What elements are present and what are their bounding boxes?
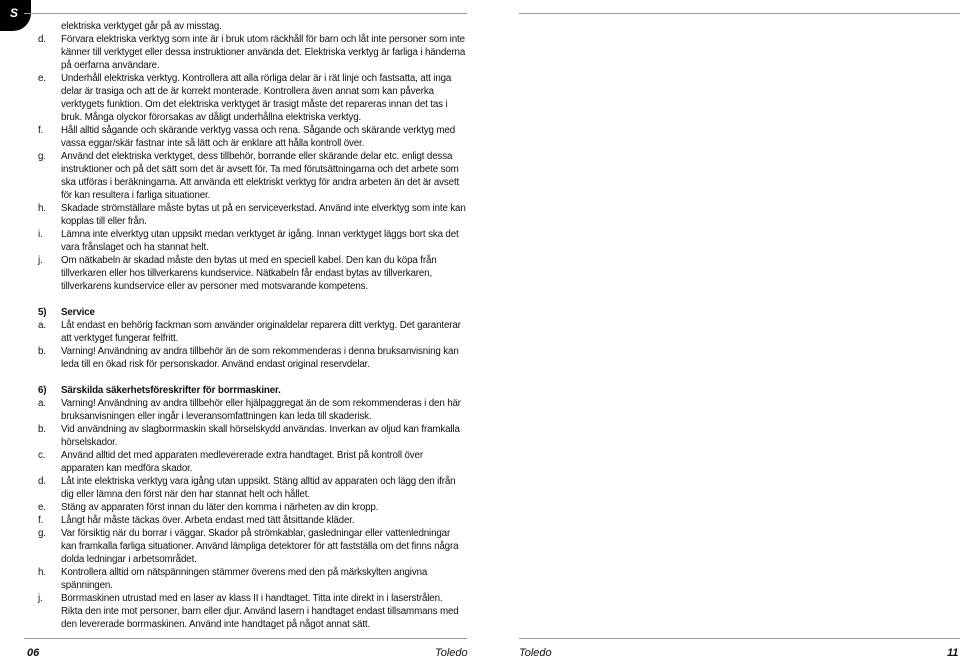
list-item: g. Var försiktig när du borrar i väggar. Skador på strömkablar, gasledningar eller vattenledningar kan framkalla farliga situationer. Använd lämpliga detektorer för att fastställa om det finns några dolda ledningar i arbetsområdet.	[38, 528, 459, 565]
section-tab	[0, 0, 31, 31]
brand-left: Toledo	[435, 647, 468, 659]
left-column	[38, 20, 466, 631]
footer-rule-left	[24, 638, 467, 639]
header-rule-left	[24, 13, 467, 14]
page-number-left: 06	[27, 647, 40, 659]
list-item: b. Varning! Användning av andra tillbehör än de som rekommenderas i denna bruksanvisning kan leda till en ökad risk för personskador. Använd endast original reservdelar.	[38, 346, 459, 370]
section-tab-letter: S	[10, 6, 19, 20]
list-item: a. Varning! Användning av andra tillbehör eller hjälpaggregat än de som rekommenderas i den här bruksanvisningen eller ingår i leveransomfattningen kan leda till skaderisk.	[38, 398, 461, 422]
list-item: i. Lämna inte elverktyg utan uppsikt medan verktyget är igång. Innan verktyget läggs bort ska det vara frånslaget och ha stannat helt.	[38, 229, 459, 253]
list-item: g. Använd det elektriska verktyget, dess tillbehör, borrande eller skärande delar etc. enligt dessa instruktioner och på det sätt som det är avsett för. Ta med förutsättningarna och det arbete som ska utföras i beräkningarna. Att använda ett elektriskt verktyg för andra arbeten än det är avsett för kan resultera i farliga situationer.	[38, 151, 460, 201]
list-item: j. Borrmaskinen utrustad med en laser av klass II i handtaget. Titta inte direkt in i laserstrålen. Rikta den inte mot personer, barn eller djur. Använd lasern i handtaget endast tillsammans med den levererade borrmaskinen. Använd inte handtaget på något annat sätt.	[38, 593, 459, 630]
list-item: j. Om nätkabeln är skadad måste den bytas ut med en speciell kabel. Den kan du köpa från tillverkaren eller hos tillverkarens kundservice. Nätkabeln får endast bytas av tillverkaren, tillverkarens kundservice eller av personer med motsvarande kompetens.	[38, 255, 437, 292]
list-item: f. Håll alltid sågande och skärande verktyg vassa och rena. Sågande och skärande verktyg med vassa eggar/skär fastnar inte så lätt och är enklare att hålla kontroll över.	[38, 125, 456, 149]
intro-line: elektriska verktyget går på av misstag.	[61, 21, 222, 32]
brand-right: Toledo	[519, 647, 552, 659]
section-heading: 5) Service	[38, 307, 95, 318]
page-number-right: 11	[947, 647, 959, 659]
list-item: h. Kontrollera alltid om nätspänningen stämmer överens med den på märkskylten angivna spänningen.	[38, 567, 428, 591]
list-item: d. Låt inte elektriska verktyg vara igång utan uppsikt. Stäng alltid av apparaten och lägg den ifrån dig eller lämna den först när den har stannat helt och hållet.	[38, 476, 456, 500]
list-item: a. Låt endast en behörig fackman som använder originaldelar reparera ditt verktyg. Det garanterar att verktyget fungerar felfritt.	[38, 320, 461, 344]
section-heading: 6) Särskilda säkerhetsföreskrifter för borrmaskiner.	[38, 385, 281, 396]
list-item: d. Förvara elektriska verktyg som inte är i bruk utom räckhåll för barn och låt inte personer som inte känner till verktyget eller dessa instruktioner använda det. Elektriska verktyg är farliga i händerna på oerfarna användare.	[38, 34, 466, 71]
list-item: f. Långt hår måste täckas över. Arbeta endast med tätt åtsittande kläder.	[38, 515, 355, 526]
list-item: h. Skadade strömställare måste bytas ut på en serviceverkstad. Använd inte elverktyg som inte kan kopplas till eller från.	[38, 203, 466, 227]
header-rule-right	[519, 13, 960, 14]
list-item: e. Underhåll elektriska verktyg. Kontrollera att alla rörliga delar är i rät linje och fastsatta, att inga delar är trasiga och att de är korrekt monterade. Kontrollera även annat som kan påverka verktygets funktion. Om det elektriska verktyget är trasigt måste det repareras innan det tas i bruk. Många olyckor förorsakas av dåligt underhållna elektriska verktyg.	[38, 73, 452, 123]
list-item: c. Använd alltid det med apparaten medlevererade extra handtaget. Brist på kontroll över apparaten kan medföra skador.	[38, 450, 423, 474]
footer-rule-right	[519, 638, 960, 639]
list-item: b. Vid användning av slagborrmaskin skall hörselskydd användas. Inverkan av oljud kan framkalla hörselskador.	[38, 424, 460, 448]
list-item: e. Stäng av apparaten först innan du läter den komma i närheten av din kropp.	[38, 502, 379, 513]
